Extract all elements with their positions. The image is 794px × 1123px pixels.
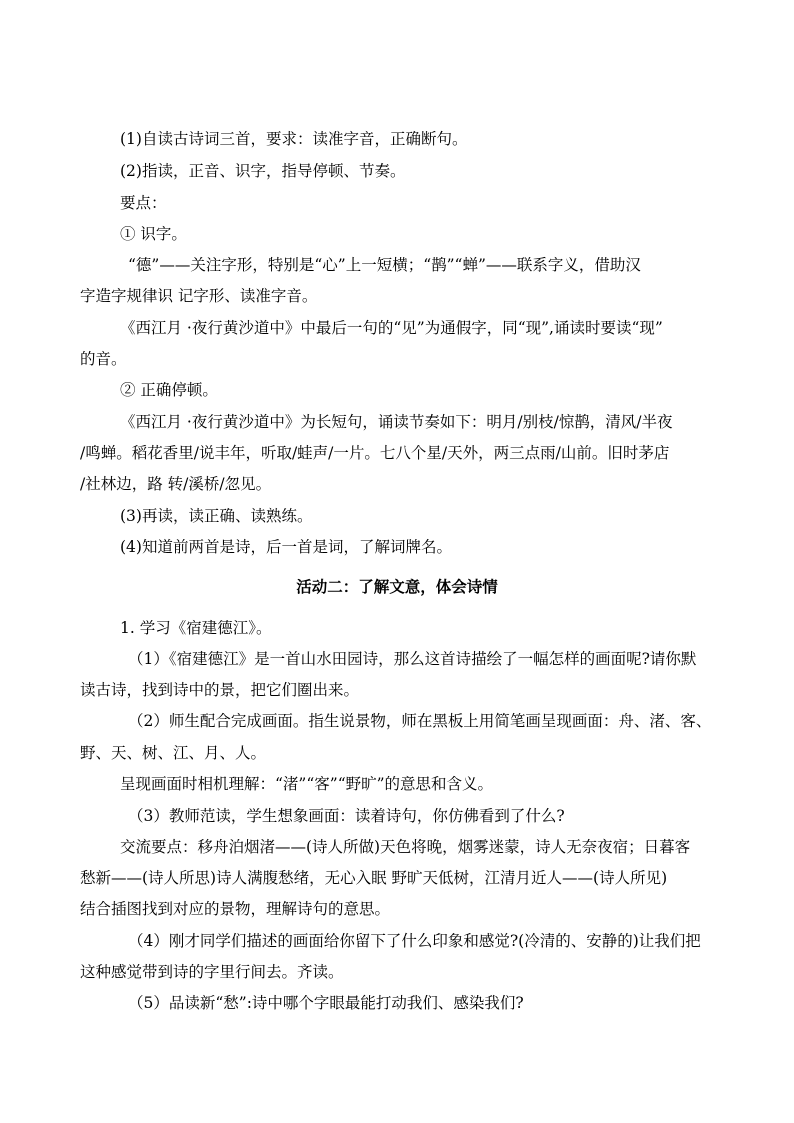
paragraph-line: 1. 学习《宿建德江》。 (120, 619, 272, 637)
paragraph-line: /鸣蝉。稻花香里/说丰年，听取/蛙声/一片。七八个星/天外，两三点雨/山前。旧时茅店 (80, 444, 670, 462)
paragraph-line: （1）《宿建德江》是一首山水田园诗，那么这首诗描绘了一幅怎样的画面呢?请你默 (128, 650, 697, 668)
paragraph-line: 的音。 (80, 350, 127, 368)
paragraph-line: （2）师生配合完成画面。指生说景物，师在黑板上用简笔画呈现画面：舟、渚、客、 (128, 712, 712, 730)
paragraph-line: 交流要点：移舟泊烟渚——(诗人所做)天色将晚，烟雾迷蒙，诗人无奈夜宿；日暮客 (120, 838, 691, 856)
paragraph-line: 这种感觉带到诗的字里行间去。齐读。 (80, 963, 344, 981)
paragraph-line: 愁新——(诗人所思)诗人满腹愁绪，无心入眠 野旷天低树，江清月近人——(诗人所见) (80, 869, 668, 887)
paragraph-line: （4）刚才同学们描述的画面给你留下了什么印象和感觉?(冷清的、安静的)让我们把 (128, 932, 701, 950)
paragraph-line: （5）品读新“愁”:诗中哪个字眼最能打动我们、感染我们? (128, 994, 524, 1012)
section-heading: 活动二：了解文意，体会诗情 (296, 577, 498, 596)
paragraph-line: “德”——关注字形，特别是“心”上一短横；“鹊”“蝉”——联系字义，借助汉 (128, 256, 641, 274)
paragraph-line: 字造字规律识 记字形、读准字音。 (80, 287, 318, 305)
paragraph-line: (3)再读，读正确、读熟练。 (120, 507, 313, 525)
paragraph-line: ② 正确停顿。 (120, 381, 218, 399)
paragraph-line: ① 识字。 (120, 225, 187, 243)
paragraph-line: /社林边，路 转/溪桥/忽见。 (80, 475, 272, 493)
paragraph-line: (4)知道前两首是诗，后一首是词，了解词牌名。 (120, 538, 452, 556)
paragraph-line: 《西江月 ·夜行黄沙道中》中最后一句的“见”为通假字，同“现”,诵读时要读“现” (120, 319, 663, 337)
paragraph-line: 要点： (120, 194, 167, 212)
paragraph-line: (1)自读古诗词三首，要求：读准字音，正确断句。 (120, 130, 468, 148)
paragraph-line: 野、天、树、江、月、人。 (80, 744, 267, 762)
paragraph-line: （3）教师范读，学生想象画面：读着诗句，你仿佛看到了什么? (128, 807, 565, 825)
paragraph-line: 结合插图找到对应的景物，理解诗句的意思。 (80, 900, 391, 918)
paragraph-line: 读古诗，找到诗中的景，把它们圈出来。 (80, 681, 360, 699)
paragraph-line: (2)指读，正音、识字，指导停顿、节奏。 (120, 162, 406, 180)
paragraph-line: 《西江月 ·夜行黄沙道中》为长短句，诵读节奏如下：明月/别枝/惊鹊，清风/半夜 (120, 413, 673, 431)
paragraph-line: 呈现画面时相机理解：“渚”“客”“野旷”的意思和含义。 (120, 775, 494, 793)
